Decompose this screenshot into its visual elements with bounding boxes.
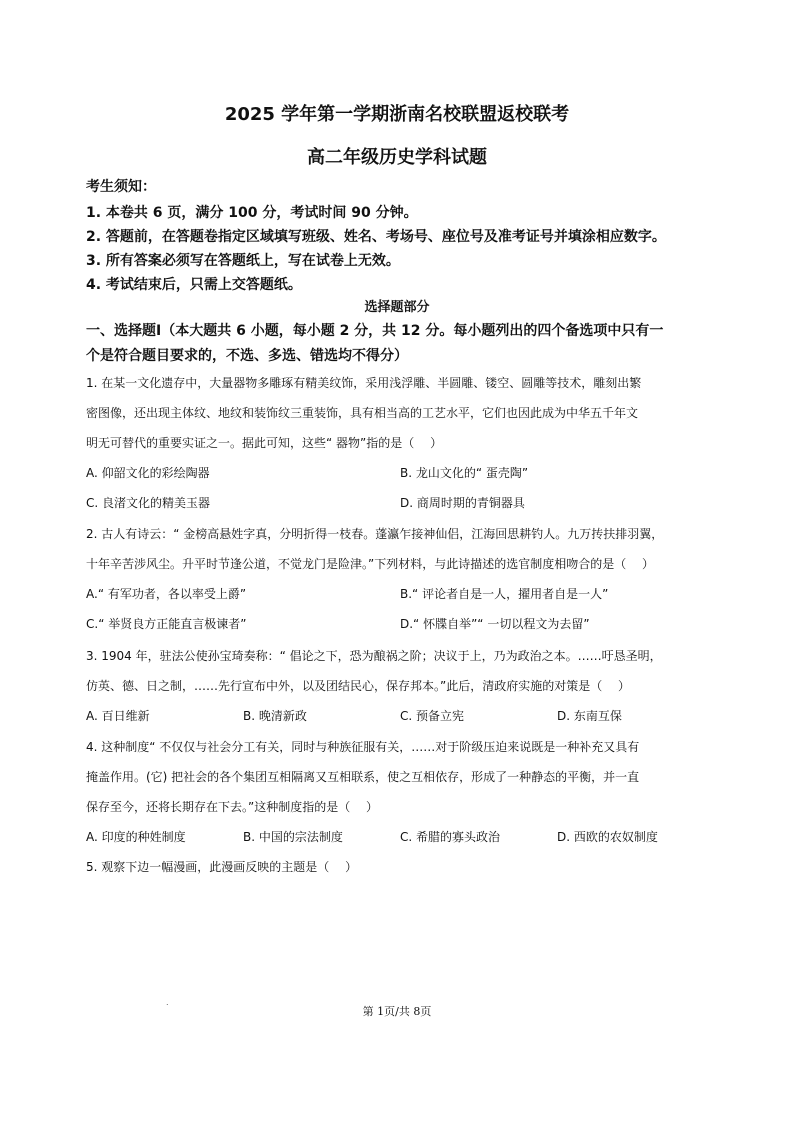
question-4-option-b: B. 中国的宗法制度 <box>243 830 343 844</box>
question-4-text: 4. 这种制度“ 不仅仅与社会分工有关，同时与种族征服有关，……对于阶级压迫来说既是一种补充又具有 <box>86 740 640 754</box>
question-1-text: 明无可替代的重要实证之一。据此可知，这些“ 器物”指的是（ ） <box>86 436 443 450</box>
question-2-option-b: B.“ 评论者自是一人，擢用者自是一人” <box>400 587 609 601</box>
question-4-text: 保存至今，还将长期存在下去。”这种制度指的是（ ） <box>86 800 379 814</box>
notice-item: 2. 答题前，在答题卷指定区域填写班级、姓名、考场号、座位号及准考证号并填涂相应数字。 <box>86 229 666 245</box>
question-3-text: 仿英、德、日之制，……先行宣布中外，以及团结民心，保存邦本。”此后，清政府实施的对策是（ ） <box>86 679 631 693</box>
question-4-option-c: C. 希腊的寡头政治 <box>400 830 501 844</box>
notice-heading: 考生须知： <box>86 179 156 195</box>
question-3-option-d: D. 东南互保 <box>557 709 622 723</box>
question-1-text: 1. 在某一文化遗存中，大量器物多雕琢有精美纹饰，采用浅浮雕、半圆雕、镂空、圆雕等技术，雕刻出繁 <box>86 376 642 390</box>
question-1-option-b: B. 龙山文化的“ 蛋壳陶” <box>400 466 529 480</box>
question-3-option-a: A. 百日维新 <box>86 709 150 723</box>
notice-item: 4. 考试结束后，只需上交答题纸。 <box>86 277 302 293</box>
question-4-option-a: A. 印度的种姓制度 <box>86 830 186 844</box>
question-4-option-d: D. 西欧的农奴制度 <box>557 830 658 844</box>
part-heading: 一、选择题Ⅰ（本大题共 6 小题，每小题 2 分，共 12 分。每小题列出的四个备选项中只有一 <box>86 323 664 339</box>
question-1-option-d: D. 商周时期的青铜器具 <box>400 496 525 510</box>
question-4-text: 掩盖作用。(它) 把社会的各个集团互相隔离又互相联系，使之互相依存，形成了一种静态的平衡，并一直 <box>86 770 640 784</box>
page-number: 第 1页/共 8页 <box>362 1005 432 1018</box>
question-2-text: 2. 古人有诗云：“ 金榜高悬姓字真，分明折得一枝春。蓬瀛乍接神仙侣，江海回思耕钓人。九万抟扶排羽翼， <box>86 527 664 541</box>
question-1-text: 密图像，还出现主体纹、地纹和装饰纹三重装饰，具有相当高的工艺水平，它们也因此成为中华五千年文 <box>86 406 639 420</box>
exam-subtitle: 高二年级历史学科试题 <box>307 147 487 168</box>
question-2-option-a: A.“ 有军功者，各以率受上爵” <box>86 587 247 601</box>
question-2-text: 十年辛苦涉风尘。升平时节逢公道，不觉龙门是险津。”下列材料，与此诗描述的选官制度相吻合的是（ ） <box>86 557 655 571</box>
question-1-option-a: A. 仰韶文化的彩绘陶器 <box>86 466 210 480</box>
question-2-option-c: C.“ 举贤良方正能直言极谏者” <box>86 617 247 631</box>
question-3-text: 3. 1904 年，驻法公使孙宝琦奏称：“ 倡论之下，恐为酿祸之阶；决议于上，乃为政治之本。……吁恳圣明， <box>86 649 662 663</box>
stray-dot: . <box>166 998 169 1007</box>
section-title: 选择题部分 <box>364 300 430 315</box>
question-2-option-d: D.“ 怀牒自举”“ 一切以程文为去留” <box>400 617 590 631</box>
exam-title: 2025 学年第一学期浙南名校联盟返校联考 <box>224 104 570 125</box>
notice-item: 1. 本卷共 6 页，满分 100 分，考试时间 90 分钟。 <box>86 205 418 221</box>
part-heading: 个是符合题目要求的，不选、多选、错选均不得分） <box>86 348 408 364</box>
question-3-option-c: C. 预备立宪 <box>400 709 465 723</box>
question-1-option-c: C. 良渚文化的精美玉器 <box>86 496 211 510</box>
question-5-text: 5. 观察下边一幅漫画，此漫画反映的主题是（ ） <box>86 860 358 874</box>
question-3-option-b: B. 晚清新政 <box>243 709 307 723</box>
notice-item: 3. 所有答案必须写在答题纸上，写在试卷上无效。 <box>86 253 400 269</box>
